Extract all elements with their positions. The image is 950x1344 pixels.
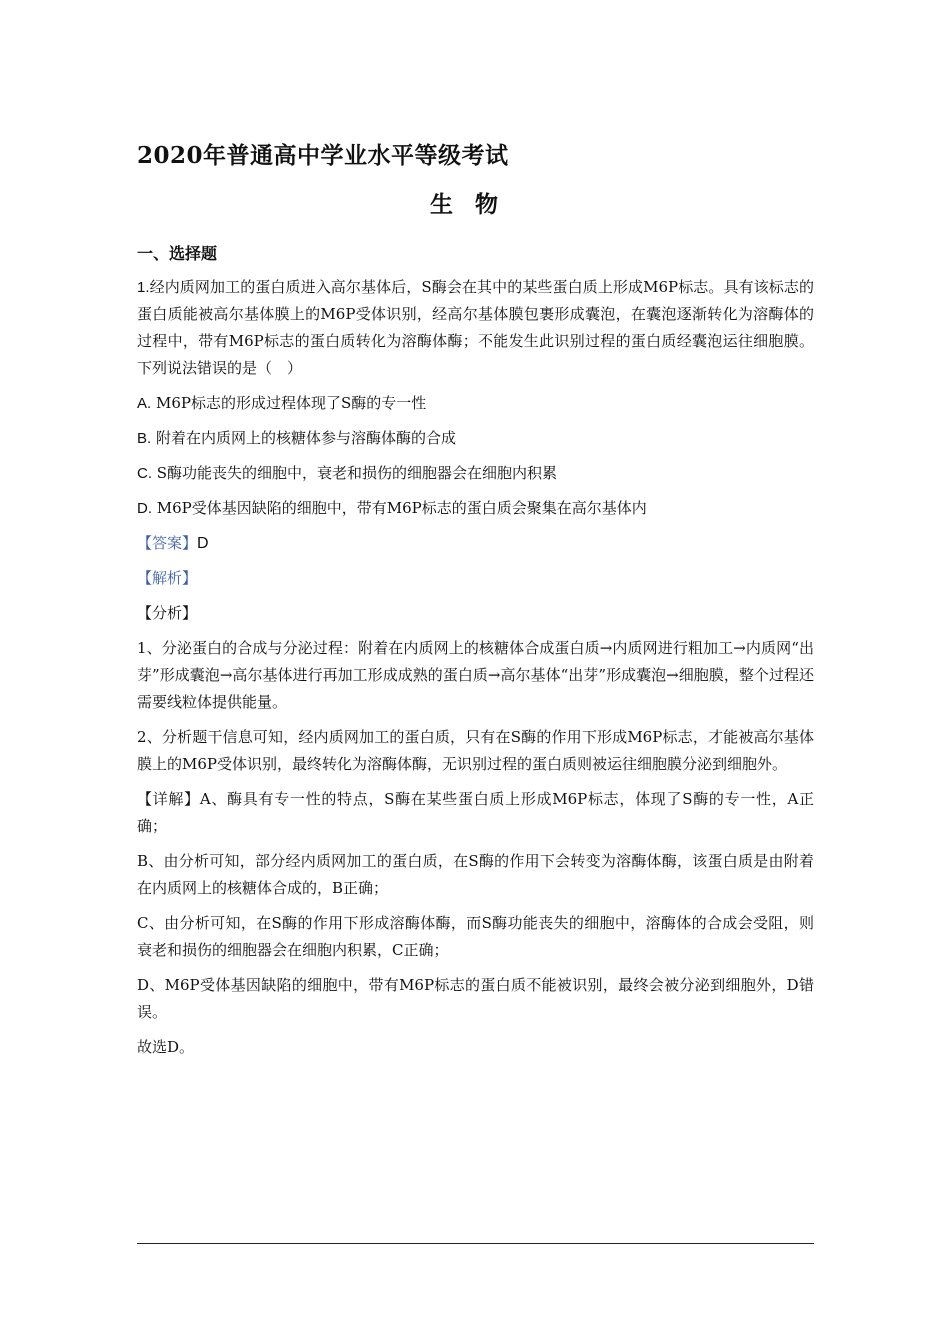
option-text: M6P标志的形成过程体现了S酶的专一性: [155, 394, 427, 412]
analysis-subheading: 【分析】: [137, 604, 198, 622]
option-d: [137, 495, 814, 522]
question-number: 1.: [137, 279, 150, 296]
option-letter: B.: [137, 430, 152, 447]
document-body: [137, 274, 814, 1069]
detail-item-b: B、由分析可知，部分经内质网加工的蛋白质，在S酶的作用下会转变为溶酶体酶，该蛋白质是由附着在内质网上的核糖体合成的，B正确；: [137, 852, 814, 897]
conclusion: 故选D。: [137, 1038, 195, 1056]
answer-label: 【答案】: [137, 534, 198, 552]
detail-text: A、酶具有专一性的特点，S酶在某些蛋白质上形成M6P标志，体现了S酶的专一性，A正确；: [137, 790, 814, 835]
detail-item-a: [137, 786, 814, 840]
option-text: S酶功能丧失的细胞中，衰老和损伤的细胞器会在细胞内积累: [156, 464, 558, 482]
option-b: [137, 425, 814, 452]
detail-item-c: C、由分析可知，在S酶的作用下形成溶酶体酶，而S酶功能丧失的细胞中，溶酶体的合成会受阻，则衰老和损伤的细胞器会在细胞内积累，C正确；: [137, 914, 814, 959]
footer-divider: [137, 1243, 814, 1244]
subject-title: 生物: [430, 191, 520, 218]
question-stem-text: 经内质网加工的蛋白质进入高尔基体后，S酶会在其中的某些蛋白质上形成M6P标志。具有该标志的蛋白质能被高尔基体膜上的M6P受体识别，经高尔基体膜包裹形成囊泡，在囊泡逐渐转化为溶酶体的过程中，带有M6P标志的蛋白质转化为溶酶体酶；不能发生此识别过程的蛋白质经囊泡运往细胞膜。下列说法错误的是（ ）: [137, 278, 814, 377]
question-stem: [137, 274, 814, 382]
option-letter: C.: [137, 465, 152, 482]
option-letter: A.: [137, 395, 152, 412]
option-letter: D.: [137, 500, 152, 517]
option-a: [137, 390, 814, 417]
detail-label: 【详解】: [137, 790, 200, 808]
section-heading: 一、选择题: [137, 244, 218, 263]
detail-item-d: D、M6P受体基因缺陷的细胞中，带有M6P标志的蛋白质不能被识别，最终会被分泌到细胞外，D错误。: [137, 976, 814, 1021]
answer-line: [137, 530, 814, 557]
analysis-label: 【解析】: [137, 569, 198, 587]
answer-value: D: [197, 535, 209, 552]
option-text: M6P受体基因缺陷的细胞中，带有M6P标志的蛋白质会聚集在高尔基体内: [156, 499, 647, 517]
analysis-heading: [137, 565, 814, 592]
option-text: 附着在内质网上的核糖体参与溶酶体酶的合成: [155, 429, 456, 447]
exam-title: 2020年普通高中学业水平等级考试: [137, 142, 509, 169]
option-c: [137, 460, 814, 487]
analysis-point-1: 1、分泌蛋白的合成与分泌过程：附着在内质网上的核糖体合成蛋白质→内质网进行粗加工→内质网“出芽”形成囊泡→高尔基体进行再加工形成成熟的蛋白质→高尔基体“出芽”形成囊泡→细胞膜，整个过程还需要线粒体提供能量。: [137, 639, 814, 711]
analysis-point-2: 2、分析题干信息可知，经内质网加工的蛋白质，只有在S酶的作用下形成M6P标志，才能被高尔基体膜上的M6P受体识别，最终转化为溶酶体酶，无识别过程的蛋白质则被运往细胞膜分泌到细胞外。: [137, 728, 814, 773]
